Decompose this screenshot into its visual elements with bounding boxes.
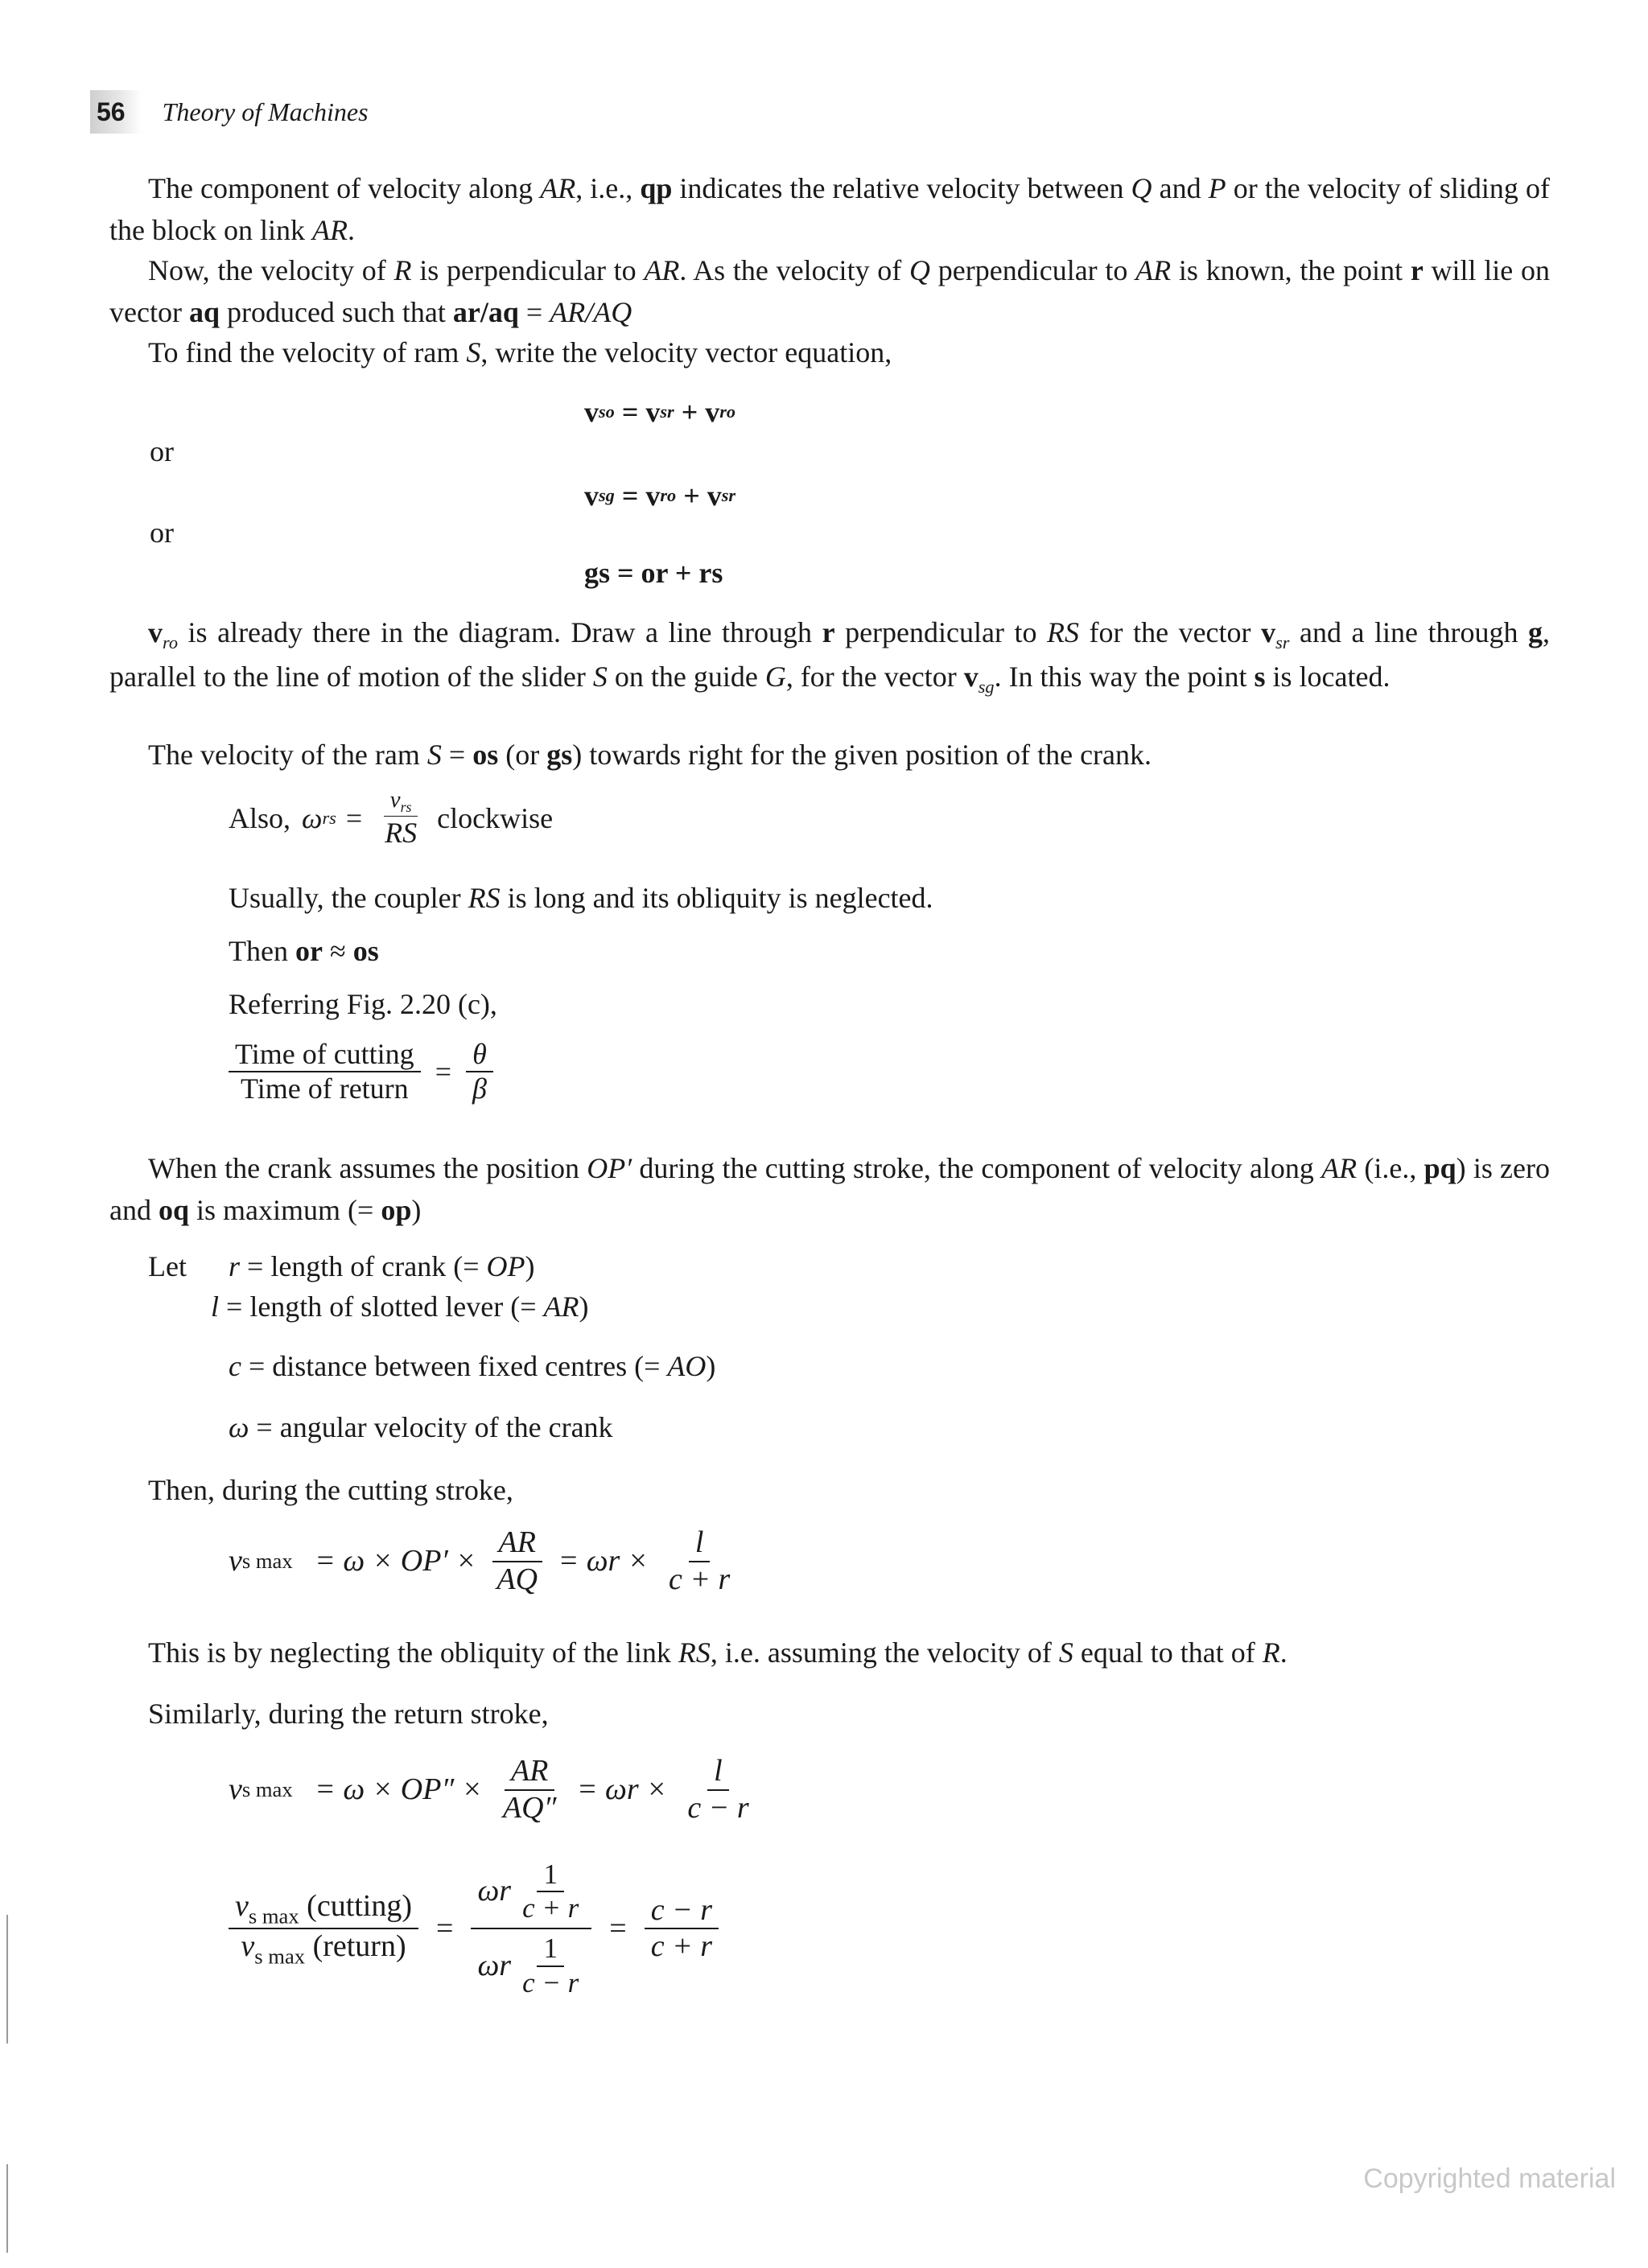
equation-vso: v so = v sr + v ro: [584, 396, 736, 428]
paragraph-8: Referring Fig. 2.20 (c),: [229, 988, 497, 1020]
equation-gs: gs = or + rs: [584, 557, 723, 589]
scan-edge-mark: [6, 2164, 8, 2253]
or-connector: or: [150, 435, 174, 467]
let-label: Let: [148, 1250, 187, 1282]
fraction: $\frac{c - r}{c + r}$: [645, 1893, 719, 1965]
equation-omega-rs: Also, ω rs = $\frac{v_{rs}}{RS}$ clockwise: [229, 787, 554, 849]
fraction: $\frac{l}{c - r}$: [687, 1754, 749, 1825]
paragraph-3: To find the velocity of ram S, write the velocity vector equation,: [148, 336, 892, 368]
equation-time-ratio: $\frac{\text{Time of cutting}}{\text{Time of return}}$ = $\frac{\theta}{\beta}$: [229, 1038, 500, 1106]
equation-cutting: v s max = ω × OP′ × $\frac{AR}{AQ}$ = ωr × $\frac{l}{c + r}$: [229, 1525, 743, 1597]
copyright-watermark: Copyrighted material: [1363, 2163, 1616, 2194]
definition-l: l = length of slotted lever (= AR): [211, 1290, 589, 1323]
paragraph-10: Then, during the cutting stroke,: [148, 1474, 513, 1506]
definition-r: r = length of crank (= OP): [229, 1250, 535, 1282]
paragraph-6: Usually, the coupler RS is long and its obliquity is neglected.: [229, 882, 933, 914]
equation-speed-ratio: $\frac{v_{s max} (cutting)}{v_{s max} (return)}$ = ωr $\frac{1}{c + r}$ ωr $\frac{1}{c - r}$ = $\frac{c - r}{c + r}$: [229, 1858, 725, 1999]
definition-omega: ω = angular velocity of the crank: [229, 1411, 613, 1443]
paragraph-9: When the crank assumes the position OP′ during the cutting stroke, the component of velocity along AR (i.e., pq) is zero and oq is maximum (= op): [109, 1152, 1551, 1227]
fraction: $\frac{AR}{AQ''}$: [502, 1754, 557, 1825]
equation-vsg: v sg = v ro + v sr: [584, 480, 736, 512]
book-title: Theory of Machines: [162, 97, 369, 126]
paragraph-1: The component of velocity along AR, i.e., qp indicates the relative velocity between Q and P or the velocity of sliding of the block on link AR.: [109, 172, 1550, 247]
fraction: $\frac{v_{rs}}{RS}$: [385, 787, 418, 849]
fraction: $\frac{AR}{AQ}$: [490, 1525, 544, 1597]
fraction: $\frac{\text{Time of cutting}}{\text{Time of return}}$: [229, 1038, 421, 1106]
running-header: [90, 90, 369, 134]
paragraph-5: The velocity of the ram S = os (or gs) towards right for the given position of the crank.: [148, 739, 1152, 771]
fraction: $\frac{v_{s max} (cutting)}{v_{s max} (return)}$: [229, 1889, 418, 1970]
definition-c: c = distance between fixed centres (= AO): [229, 1350, 716, 1382]
paragraph-12: Similarly, during the return stroke,: [148, 1698, 549, 1730]
equation-return: v s max = ω × OP″ × $\frac{AR}{AQ''}$ = ωr × $\frac{l}{c - r}$: [229, 1754, 762, 1826]
paragraph-7: Then or ≈ os: [229, 935, 379, 967]
or-connector: or: [150, 517, 174, 549]
compound-fraction: ωr $\frac{1}{c + r}$ ωr $\frac{1}{c - r}$: [471, 1858, 591, 1999]
page-number: 56: [90, 90, 142, 134]
fraction: $\frac{l}{c + r}$: [668, 1525, 731, 1596]
paragraph-11: This is by neglecting the obliquity of the link RS, i.e. assuming the velocity of S equal to that of R.: [148, 1636, 1288, 1669]
paragraph-4: $v_{ro}$ is already there in the diagram. Draw a line through r perpendicular to RS for the vector $v_{sr}$ and a line through g, parallel to the line of motion of the slider S on the guide G, for the vector $v_{sg}$. In this way the point s is located.: [109, 616, 1551, 697]
fraction: $\frac{\theta}{\beta}$: [466, 1038, 493, 1106]
paragraph-2: Now, the velocity of R is perpendicular to AR. As the velocity of Q perpendicular to AR is known, the point r will lie on vector aq produced such that ar/aq = AR/AQ: [109, 254, 1550, 329]
scan-edge-mark: [6, 1915, 8, 2044]
